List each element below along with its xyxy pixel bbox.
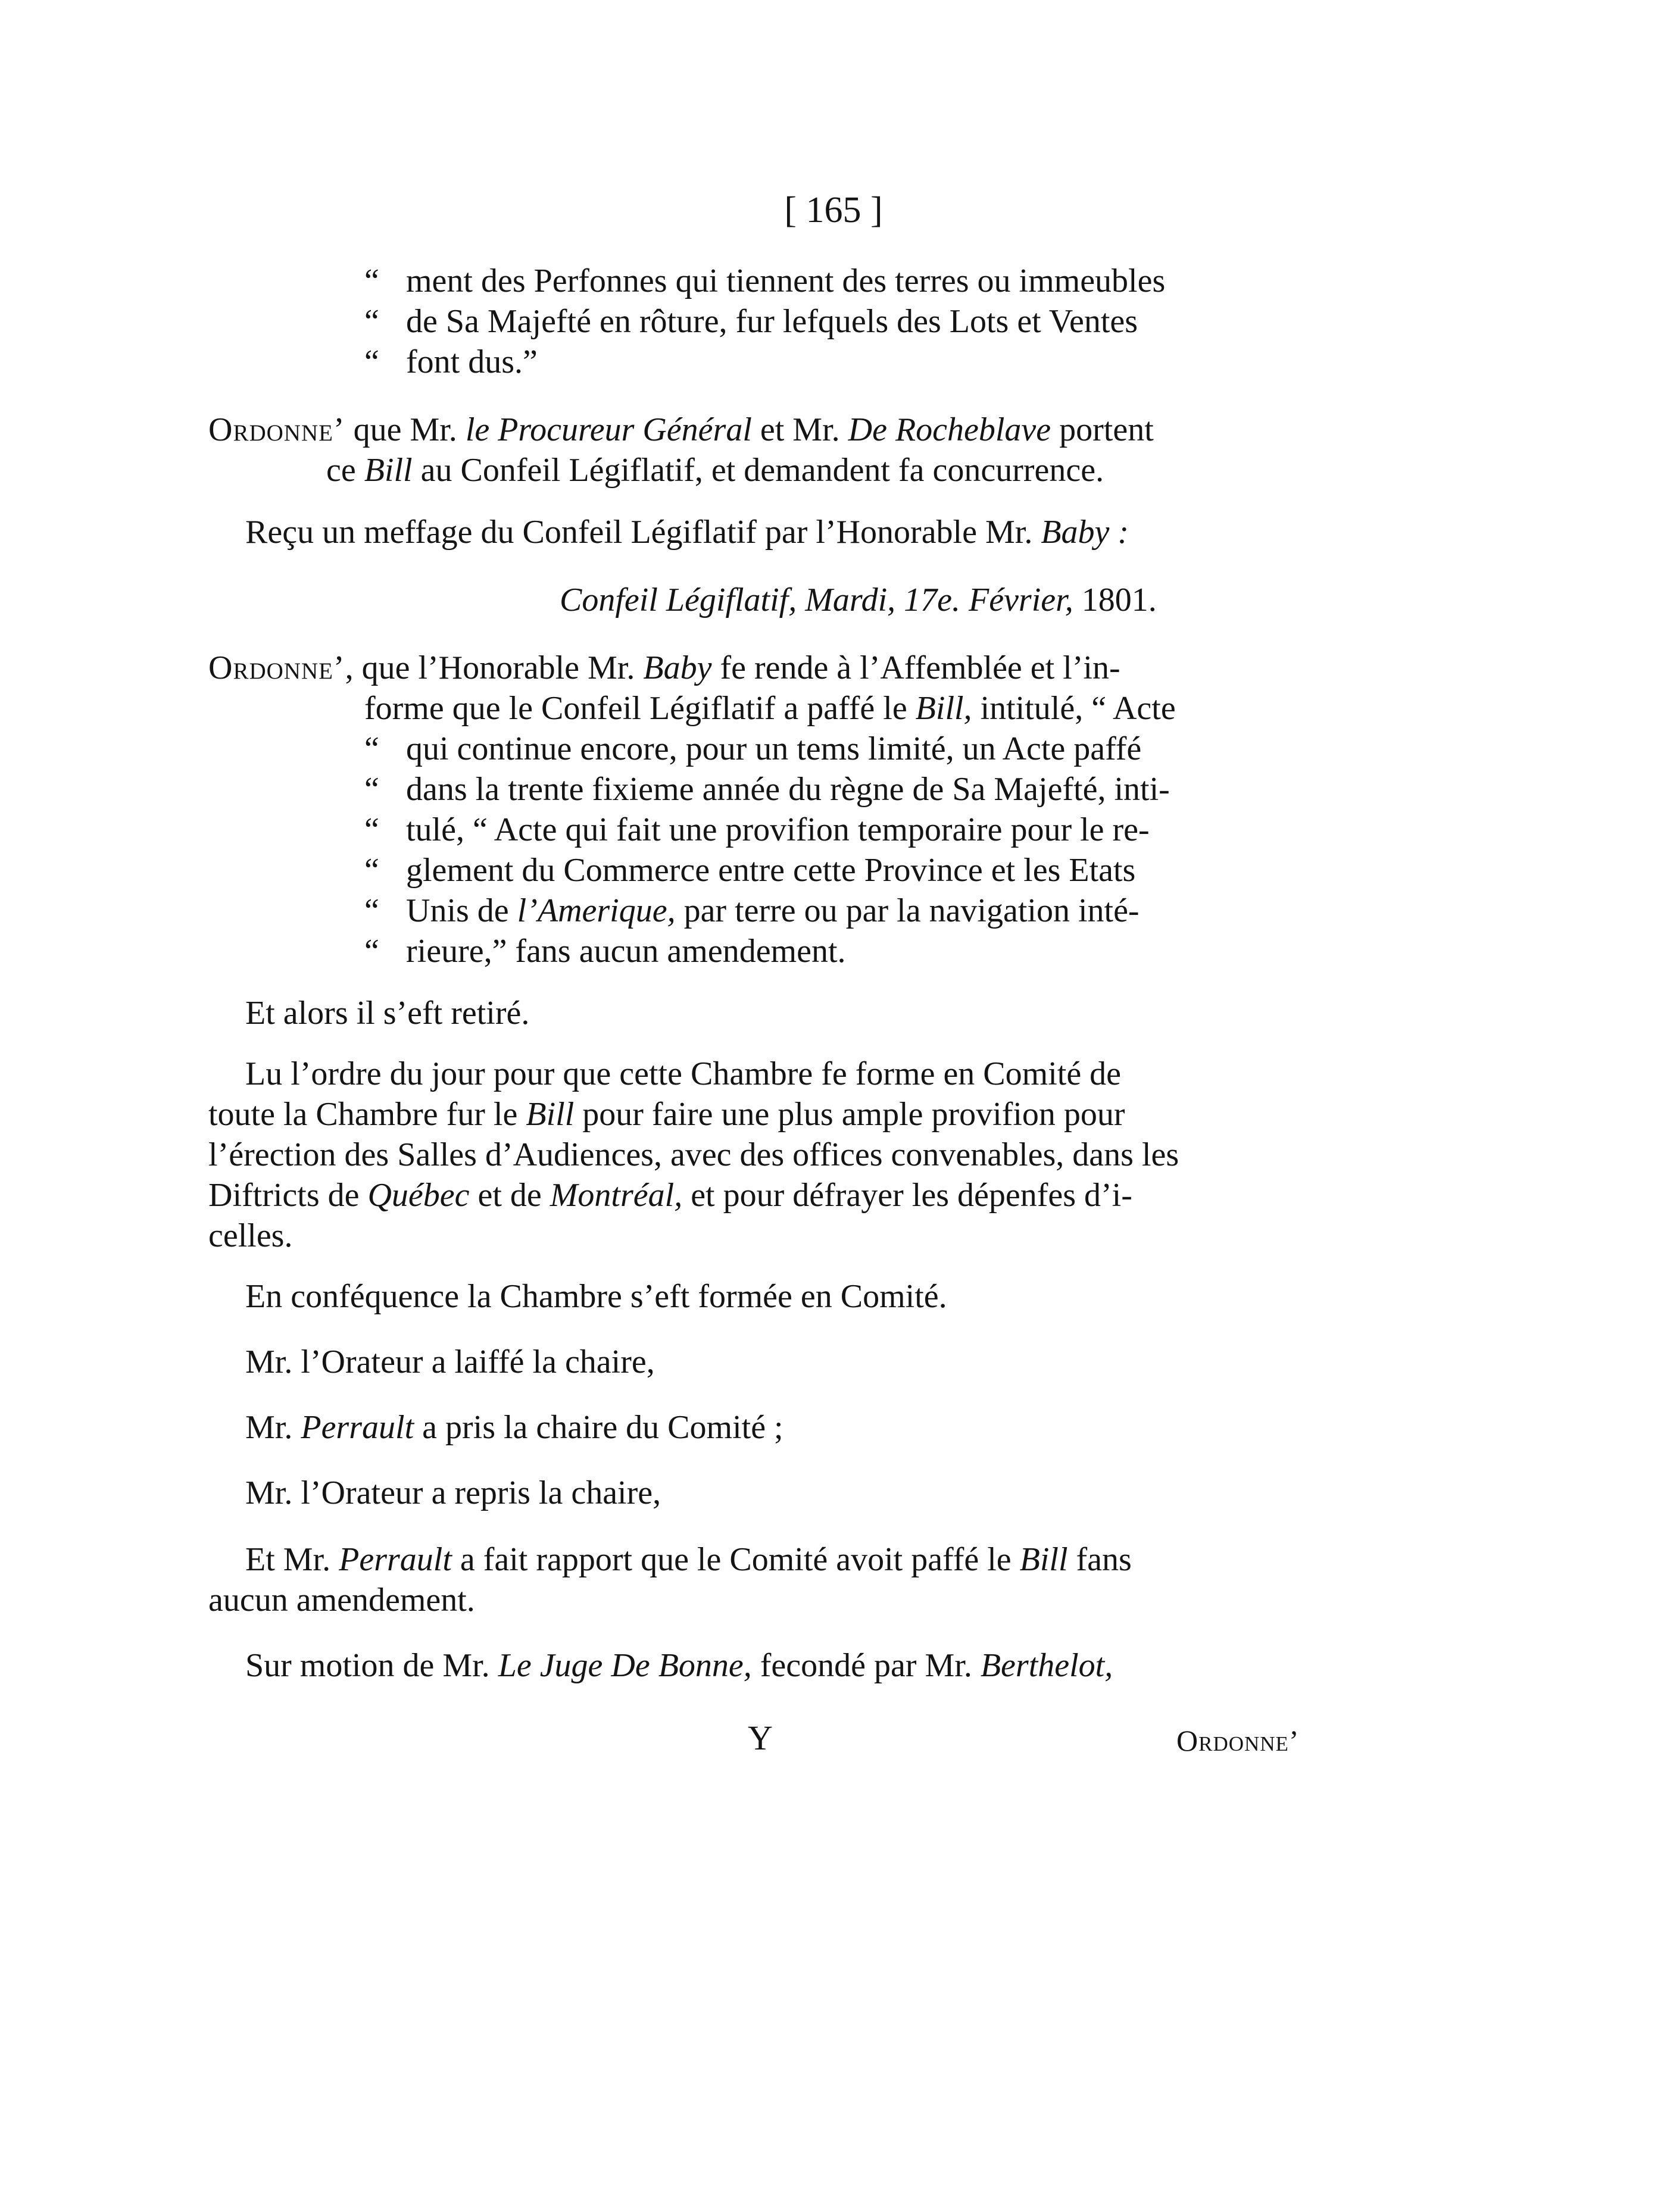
order-paragraph-2-line-3: “ qui continue encore, pour un tems limité, un Acte paffé: [364, 730, 1142, 767]
order-of-day-line-5: celles.: [208, 1217, 293, 1254]
catchword: Ordonne’: [1176, 1724, 1300, 1757]
order-paragraph-2-line-5: “ tulé, “ Acte qui fait une provifion temporaire pour le re-: [364, 811, 1150, 848]
order-of-day-line-4: Diftricts de Québec et de Montréal, et pour défrayer les dépenfes d’i-: [208, 1177, 1132, 1214]
quote-line-2: “ de Sa Majefté en rôture, fur lefquels des Lots et Ventes: [364, 303, 1138, 340]
order-paragraph-2-line-2: forme que le Confeil Légiflatif a paffé le Bill, intitulé, “ Acte: [364, 690, 1176, 727]
committee-report-line-2: aucun amendement.: [208, 1582, 475, 1619]
speaker-resumed-chair-line: Mr. l’Orateur a repris la chaire,: [245, 1474, 661, 1511]
order-paragraph-2-line-4: “ dans la trente fixieme année du règne de Sa Majefté, inti-: [364, 771, 1170, 808]
quote-line-3: “ font dus.”: [364, 343, 538, 380]
order-of-day-line-3: l’érection des Salles d’Audiences, avec des offices convenables, dans les: [208, 1136, 1179, 1173]
withdrawal-line: Et alors il s’eft retiré.: [245, 995, 530, 1032]
order-paragraph-2-line-8: “ rieure,” fans aucun amendement.: [364, 933, 846, 970]
committee-report-line-1: Et Mr. Perrault a fait rapport que le Comité avoit paffé le Bill fans: [245, 1541, 1132, 1578]
page-number: [ 165 ]: [784, 190, 883, 230]
signature-mark: Y: [748, 1719, 773, 1757]
perrault-took-chair-line: Mr. Perrault a pris la chaire du Comité ;: [245, 1409, 783, 1446]
committee-formed-line: En conféquence la Chambre s’eft formée en Comité.: [245, 1278, 947, 1315]
message-dateline: Confeil Légiflatif, Mardi, 17e. Février, 1801.: [560, 582, 1157, 618]
speaker-left-chair-line: Mr. l’Orateur a laiffé la chaire,: [245, 1344, 655, 1380]
order-of-day-line-2: toute la Chambre fur le Bill pour faire une plus ample provifion pour: [208, 1096, 1125, 1133]
order-paragraph-2-line-7: “ Unis de l’Amerique, par terre ou par la navigation inté-: [364, 892, 1140, 929]
order-paragraph-1-line-1: Ordonne’ que Mr. le Procureur Général et Mr. De Rocheblave portent: [208, 411, 1154, 448]
motion-line: Sur motion de Mr. Le Juge De Bonne, fecondé par Mr. Berthelot,: [245, 1647, 1113, 1684]
order-paragraph-2-line-1: Ordonne’, que l’Honorable Mr. Baby fe rende à l’Affemblée et l’in-: [208, 649, 1120, 686]
order-paragraph-2-line-6: “ glement du Commerce entre cette Province et les Etats: [364, 852, 1136, 889]
order-of-day-line-1: Lu l’ordre du jour pour que cette Chambre fe forme en Comité de: [245, 1055, 1122, 1092]
quote-line-1: “ ment des Perfonnes qui tiennent des terres ou immeubles: [364, 263, 1166, 299]
message-received: Reçu un meffage du Confeil Légiflatif par l’Honorable Mr. Baby :: [245, 514, 1129, 551]
order-paragraph-1-line-2: ce Bill au Confeil Légiflatif, et demandent fa concurrence.: [326, 452, 1104, 489]
